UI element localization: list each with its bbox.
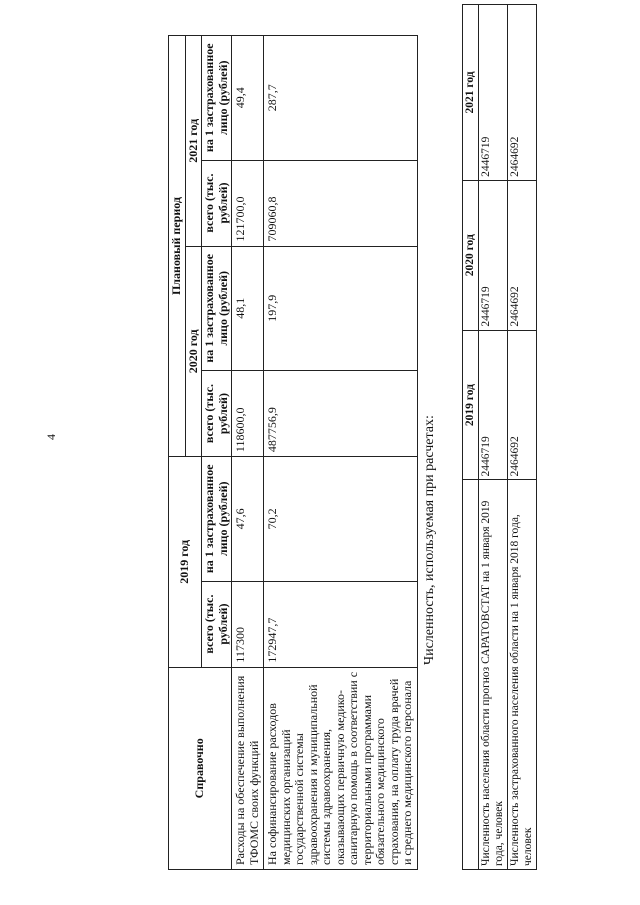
population-table bbox=[462, 4, 537, 870]
table-row bbox=[508, 5, 537, 870]
table-row bbox=[232, 36, 264, 870]
header-empty-cell bbox=[463, 480, 479, 870]
cell-2021: 2464692 bbox=[508, 5, 537, 181]
table-row bbox=[479, 5, 508, 870]
page-number: 4 bbox=[44, 434, 58, 440]
cell-per-insured-2021: 287,7 bbox=[264, 36, 418, 161]
cell-2019: 2464692 bbox=[508, 330, 537, 480]
row-label: Численность застрахованного населения области на 1 января 2018 года, человек bbox=[508, 480, 537, 870]
header-2020: 2020 год bbox=[463, 180, 479, 330]
header-total-2021: всего (тыс. рублей) bbox=[202, 160, 232, 246]
header-per-insured-2021: на 1 застрахованное лицо (рублей) bbox=[202, 36, 232, 161]
cell-per-insured-2020: 48,1 bbox=[232, 246, 264, 370]
cell-per-insured-2021: 49,4 bbox=[232, 36, 264, 161]
financing-table bbox=[168, 35, 418, 870]
population-section-title: Численность, используемая при расчетах: bbox=[422, 415, 437, 665]
cell-total-2021: 121700,0 bbox=[232, 160, 264, 246]
header-planned-period: Плановый период bbox=[169, 36, 186, 457]
cell-total-2019: 117300 bbox=[232, 581, 264, 667]
header-2021: 2021 год bbox=[463, 5, 479, 181]
header-year-2019: 2019 год bbox=[169, 457, 202, 668]
row-label: На софинансирование расходов медицинских организаций государственной системы здравоохранения и муниципальной системы здравоохранения, оказывающих первичную медико-санитарную помощь в соответствии с территориальными программами обязательного медицинского страхования, на оплату труда врачей и среднего медицинского персонала bbox=[264, 667, 418, 869]
cell-total-2020: 118600,0 bbox=[232, 371, 264, 457]
table-row bbox=[264, 36, 418, 870]
cell-2019: 2446719 bbox=[479, 330, 508, 480]
cell-2020: 2446719 bbox=[479, 180, 508, 330]
header-per-insured-2019: на 1 застрахованное лицо (рублей) bbox=[202, 457, 232, 581]
cell-2020: 2464692 bbox=[508, 180, 537, 330]
cell-per-insured-2019: 70,2 bbox=[264, 457, 418, 581]
cell-2021: 2446719 bbox=[479, 5, 508, 181]
row-label: Численность населения области прогноз САРАТОВСТАТ на 1 января 2019 года, человек bbox=[479, 480, 508, 870]
cell-per-insured-2019: 47,6 bbox=[232, 457, 264, 581]
cell-per-insured-2020: 197,9 bbox=[264, 246, 418, 370]
cell-total-2019: 172947,7 bbox=[264, 581, 418, 667]
cell-total-2021: 709060,8 bbox=[264, 160, 418, 246]
header-reference: Справочно bbox=[169, 667, 232, 869]
cell-total-2020: 487756,9 bbox=[264, 371, 418, 457]
header-per-insured-2020: на 1 застрахованное лицо (рублей) bbox=[202, 246, 232, 370]
header-2019: 2019 год bbox=[463, 330, 479, 480]
header-total-2020: всего (тыс. рублей) bbox=[202, 371, 232, 457]
header-total-2019: всего (тыс. рублей) bbox=[202, 581, 232, 667]
header-year-2020: 2020 год bbox=[185, 246, 202, 457]
header-year-2021: 2021 год bbox=[185, 36, 202, 247]
row-label: Расходы на обеспечение выполнения ТФОМС своих функций bbox=[232, 667, 264, 869]
